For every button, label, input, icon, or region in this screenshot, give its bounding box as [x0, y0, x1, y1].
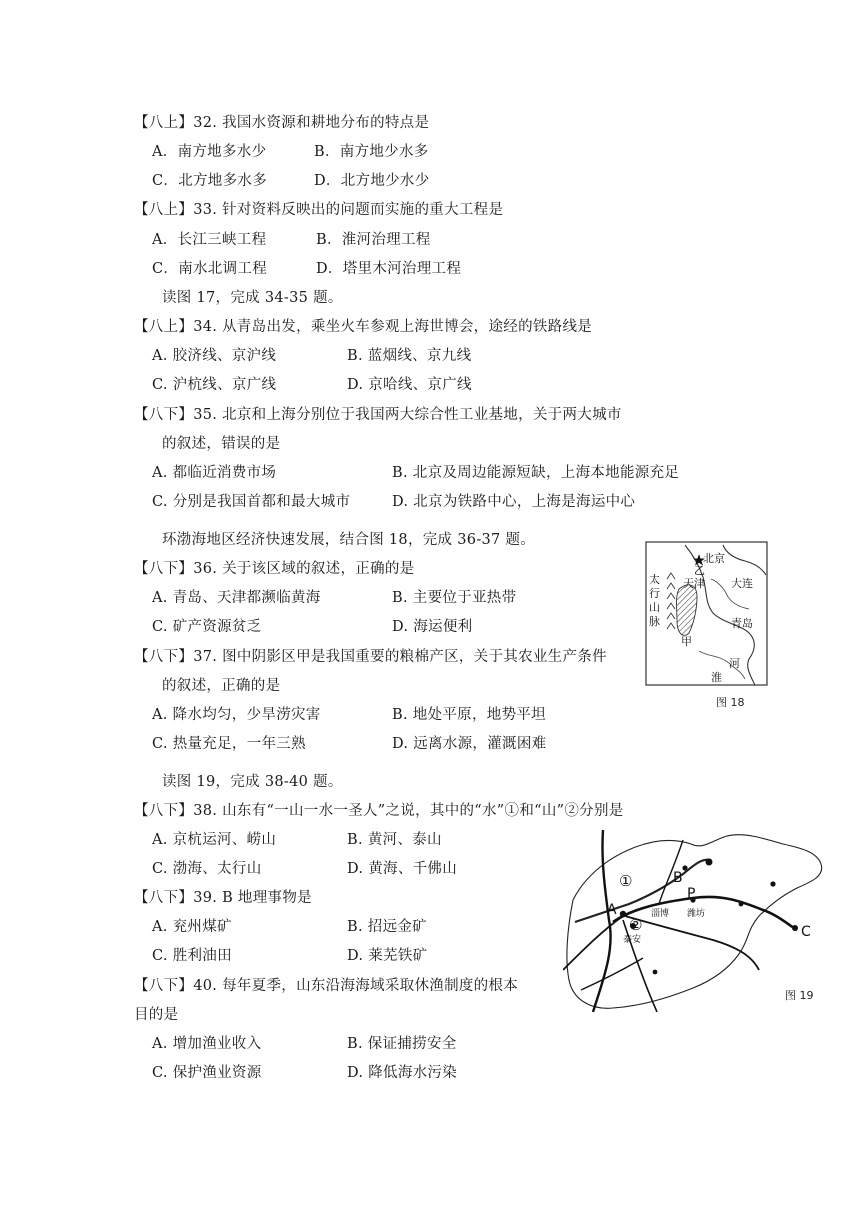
fig18-label-tai: 太 — [649, 573, 660, 586]
fig18-label-yi: 乙 — [694, 564, 705, 577]
q33-option-b: B．淮河治理工程 — [316, 232, 431, 248]
q32-option-c: C．北方地多水多 — [152, 173, 267, 189]
fig18-label-mai: 脉 — [649, 615, 660, 628]
q40-option-d: D. 降低海水污染 — [347, 1065, 458, 1081]
q33-option-d: D．塔里木河治理工程 — [316, 261, 462, 277]
q33-option-c: C．南水北调工程 — [152, 261, 267, 277]
q40-stem-line2: 目的是 — [134, 1007, 179, 1023]
fig19-label-taian: 泰安 — [623, 935, 642, 945]
q35-option-b: B. 北京及周边能源短缺，上海本地能源充足 — [392, 465, 680, 481]
fig19-label-one: ① — [619, 872, 633, 890]
q34-option-c: C. 沪杭线、京广线 — [152, 377, 277, 393]
q34-option-b: B. 蓝烟线、京九线 — [347, 348, 472, 364]
fig18-label-hang: 行 — [649, 587, 660, 600]
figure-18-map — [645, 541, 769, 687]
q39-option-d: D. 莱芜铁矿 — [347, 948, 428, 964]
q35-stem-line1: 【八下】35. 北京和上海分别位于我国两大综合性工业基地，关于两大城市 — [134, 407, 622, 423]
q36-option-c: C. 矿产资源贫乏 — [152, 619, 262, 635]
q32-stem: 【八上】32. 我国水资源和耕地分布的特点是 — [134, 115, 430, 131]
fig18-label-he: 河 — [729, 657, 740, 670]
fig18-label-huai: 淮 — [711, 671, 722, 684]
q39-option-c: C. 胜利油田 — [152, 948, 232, 964]
q33-option-a: A．长江三峡工程 — [152, 232, 267, 248]
fig18-label-dalian: 大连 — [731, 577, 753, 590]
q37-option-a: A. 降水均匀，少旱涝灾害 — [152, 707, 321, 723]
q37-option-b: B. 地处平原，地势平坦 — [392, 707, 546, 723]
q37-option-d: D. 远离水源，灌溉困难 — [392, 736, 547, 752]
q36-option-a: A. 青岛、天津都濒临黄海 — [152, 590, 321, 606]
q38-stem: 【八下】38. 山东有“一山一水一圣人”之说，其中的“水”①和“山”②分别是 — [134, 803, 624, 819]
q32-option-a: A．南方地多水少 — [152, 144, 267, 160]
fig19-label-b: B — [673, 870, 683, 886]
q33-stem: 【八上】33. 针对资料反映出的问题而实施的重大工程是 — [134, 202, 504, 218]
q37-option-c: C. 热量充足，一年三熟 — [152, 736, 306, 752]
q36-option-b: B. 主要位于亚热带 — [392, 590, 517, 606]
q37-stem-line1: 【八下】37. 图中阴影区甲是我国重要的粮棉产区，关于其农业生产条件 — [134, 649, 607, 665]
q35-option-d: D. 北京为铁路中心，上海是海运中心 — [392, 494, 636, 510]
q38-option-b: B. 黄河、泰山 — [347, 832, 442, 848]
q34-option-a: A. 胶济线、京沪线 — [152, 348, 277, 364]
q34-stem: 【八上】34. 从青岛出发，乘坐火车参观上海世博会，途经的铁路线是 — [134, 319, 593, 335]
q37-stem-line2: 的叙述，正确的是 — [162, 678, 281, 694]
fig18-label-qingdao: 青岛 — [731, 617, 753, 630]
q36-stem: 【八下】36. 关于该区域的叙述，正确的是 — [134, 561, 415, 577]
q40-option-a: A. 增加渔业收入 — [152, 1036, 262, 1052]
intro-38-40: 读图 19，完成 38-40 题。 — [162, 774, 343, 790]
q36-option-d: D. 海运便利 — [392, 619, 473, 635]
q35-stem-line2: 的叙述，错误的是 — [162, 436, 281, 452]
figure-19-caption: 图 19 — [785, 989, 814, 1002]
q40-option-b: B. 保证捕捞安全 — [347, 1036, 457, 1052]
q39-stem: 【八下】39. B 地理事物是 — [134, 890, 312, 906]
fig19-label-a: A — [607, 902, 617, 918]
q38-option-c: C. 渤海、太行山 — [152, 861, 262, 877]
fig19-label-two: ② — [629, 916, 643, 934]
fig19-label-c: C — [801, 924, 811, 940]
q38-option-d: D. 黄海、千佛山 — [347, 861, 458, 877]
fig18-label-tianjin: 天津 — [683, 577, 705, 590]
figure-18-caption: 图 18 — [716, 696, 745, 709]
intro-36-37: 环渤海地区经济快速发展，结合图 18，完成 36-37 题。 — [162, 532, 536, 548]
q34-option-d: D. 京哈线、京广线 — [347, 377, 472, 393]
fig18-label-beijing: 北京 — [703, 552, 725, 565]
intro-34-35: 读图 17，完成 34-35 题。 — [162, 290, 343, 306]
q40-option-c: C. 保护渔业资源 — [152, 1065, 262, 1081]
fig19-label-weifang: 潍坊 — [687, 909, 706, 919]
figure-19-map — [563, 830, 825, 1012]
fig19-label-p: P — [687, 886, 696, 902]
q38-option-a: A. 京杭运河、崂山 — [152, 832, 277, 848]
fig18-label-shan: 山 — [649, 601, 660, 614]
fig19-label-zibo: 淄博 — [651, 909, 670, 919]
q39-option-a: A. 兖州煤矿 — [152, 919, 232, 935]
q35-option-a: A. 都临近消费市场 — [152, 465, 277, 481]
q40-stem-line1: 【八下】40. 每年夏季，山东沿海海域采取休渔制度的根本 — [134, 978, 519, 994]
q32-option-b: B．南方地少水多 — [314, 144, 429, 160]
q35-option-c: C. 分别是我国首都和最大城市 — [152, 494, 351, 510]
q39-option-b: B. 招远金矿 — [347, 919, 427, 935]
q32-option-d: D．北方地少水少 — [314, 173, 430, 189]
fig18-label-jia: 甲 — [681, 635, 692, 648]
